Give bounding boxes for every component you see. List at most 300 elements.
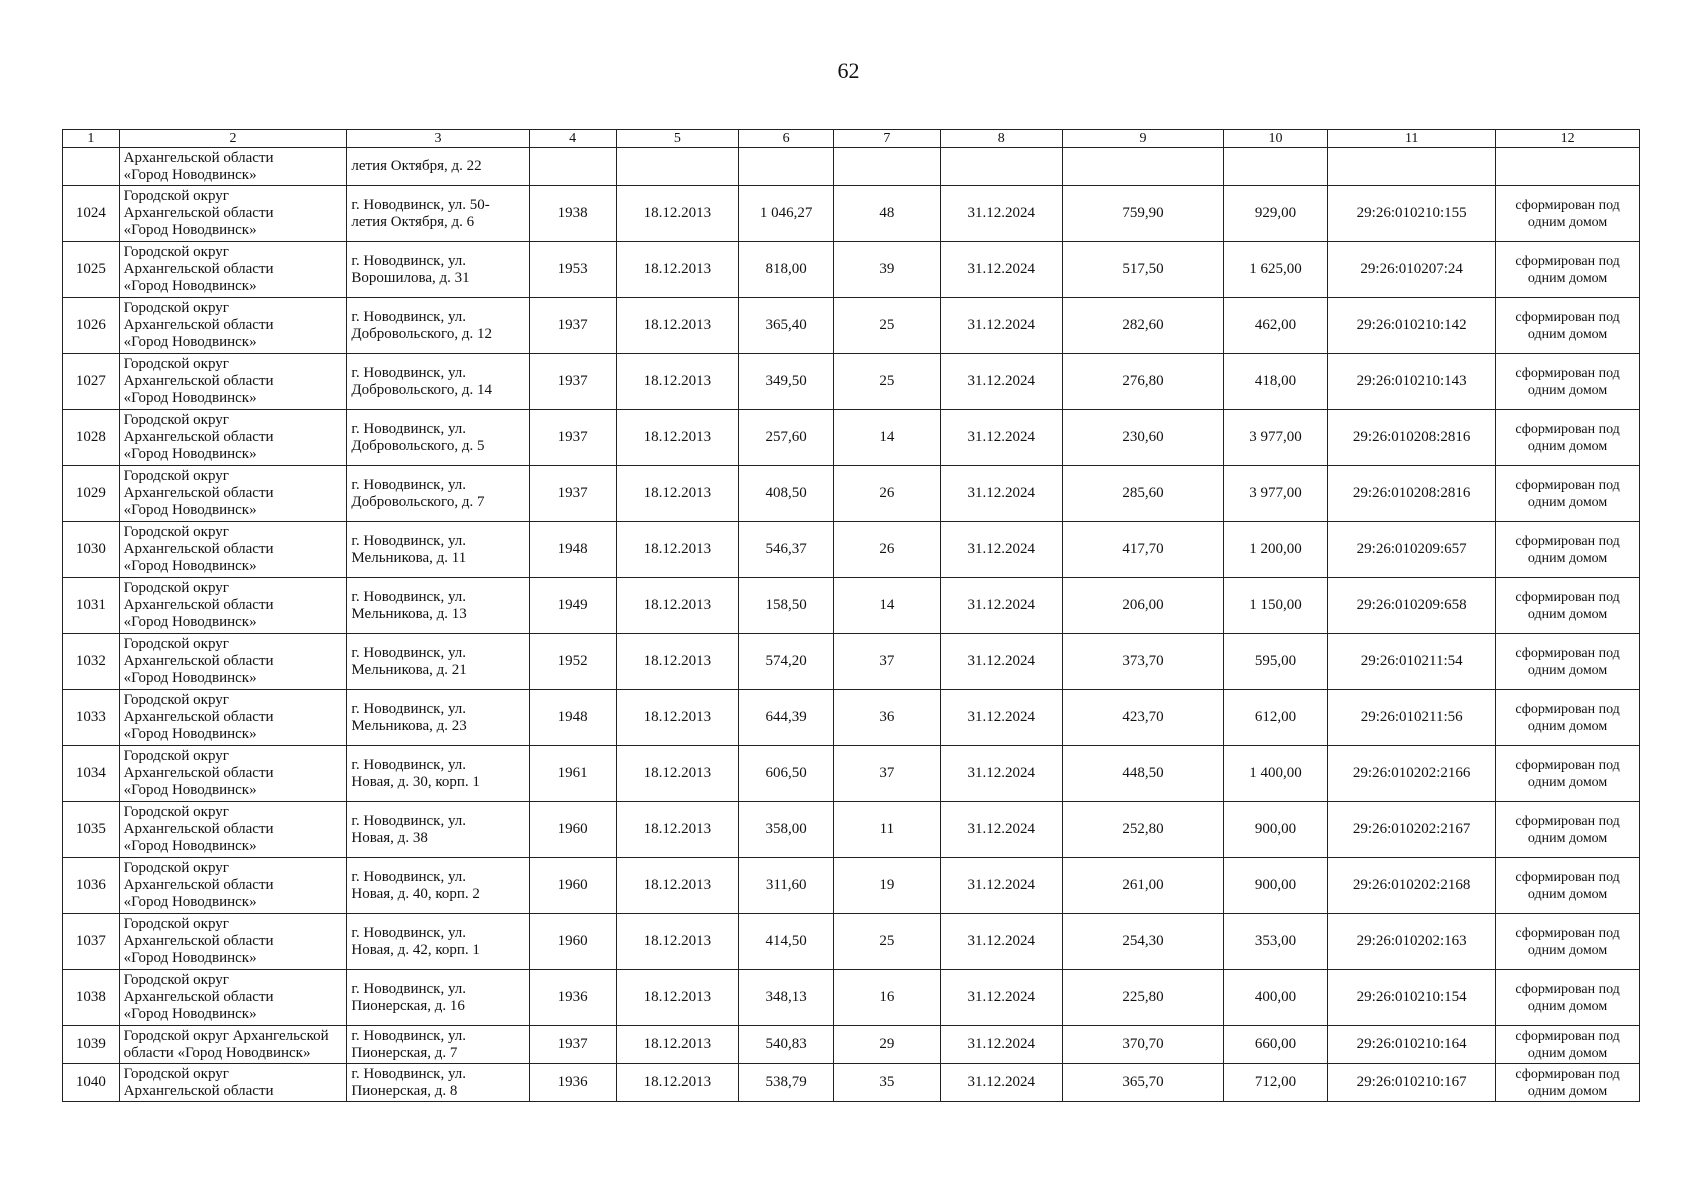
- cell-cadastre: 29:26:010202:2168: [1328, 858, 1496, 914]
- cell-num: 1033: [63, 690, 120, 746]
- note-line: одним домом: [1527, 886, 1608, 902]
- cell-count: 25: [834, 914, 940, 970]
- cell-land-area: 353,00: [1223, 914, 1327, 970]
- cell-cadastre: 29:26:010202:2167: [1328, 802, 1496, 858]
- note-line: одним домом: [1527, 438, 1608, 454]
- cell-empty: [739, 148, 834, 186]
- table-row: [63, 298, 1640, 354]
- cell-count: 14: [834, 578, 940, 634]
- address-line: Добровольского, д. 12: [351, 325, 492, 342]
- cell-cadastre: 29:26:010202:2166: [1328, 746, 1496, 802]
- owner-line: «Город Новодвинск»: [123, 446, 257, 462]
- owner-line: Архангельской области: [123, 1082, 274, 1099]
- cell-land-area: 3 977,00: [1223, 466, 1327, 522]
- cell-num: 1030: [63, 522, 120, 578]
- address-line: Новая, д. 42, корп. 1: [351, 941, 480, 958]
- cell-owner: [119, 802, 347, 858]
- address-line: Ворошилова, д. 31: [351, 269, 470, 286]
- owner-line: Городской округ: [123, 804, 229, 820]
- cell-year: 1960: [529, 802, 616, 858]
- cell-year: 1948: [529, 522, 616, 578]
- owner-line: «Город Новодвинск»: [123, 950, 257, 966]
- table-row: [63, 354, 1640, 410]
- address-line: Добровольского, д. 5: [351, 437, 485, 454]
- cell-address: [347, 242, 529, 298]
- note-line: одним домом: [1527, 662, 1608, 678]
- address-line: г. Новодвинск, ул.: [351, 364, 467, 381]
- cell-living-area: 417,70: [1062, 522, 1223, 578]
- cell-cadastre: 29:26:010210:142: [1328, 298, 1496, 354]
- cell-owner: [119, 410, 347, 466]
- cell-living-area: 261,00: [1062, 858, 1223, 914]
- cell-date: 18.12.2013: [616, 298, 738, 354]
- cell-empty: [940, 148, 1062, 186]
- owner-line: Городской округ: [123, 916, 229, 932]
- cell-count: 36: [834, 690, 940, 746]
- cell-land-area: 900,00: [1223, 858, 1327, 914]
- owner-line: Городской округ: [123, 300, 229, 316]
- cell-year: 1937: [529, 354, 616, 410]
- table-row: [63, 746, 1640, 802]
- address-line: Пионерская, д. 8: [351, 1082, 458, 1099]
- address-line: г. Новодвинск, ул.: [351, 476, 467, 493]
- cell-living-area: 370,70: [1062, 1026, 1223, 1064]
- cell-land-area: 929,00: [1223, 186, 1327, 242]
- cell-owner: [119, 242, 347, 298]
- cell-num: 1026: [63, 298, 120, 354]
- cell-date: 18.12.2013: [616, 802, 738, 858]
- cell-date: 18.12.2013: [616, 914, 738, 970]
- cell-cadastre: 29:26:010210:143: [1328, 354, 1496, 410]
- cell-area: 1 046,27: [739, 186, 834, 242]
- note-line: одним домом: [1527, 718, 1608, 734]
- cell-cadastre: 29:26:010210:155: [1328, 186, 1496, 242]
- cell-owner: [119, 298, 347, 354]
- cell-date2: 31.12.2024: [940, 298, 1062, 354]
- cell-num: 1025: [63, 242, 120, 298]
- cell-count: 37: [834, 746, 940, 802]
- table-row: [63, 578, 1640, 634]
- table-row: [63, 970, 1640, 1026]
- cell-note: [1496, 1026, 1640, 1064]
- note-line: сформирован под: [1515, 813, 1620, 829]
- note-line: одним домом: [1527, 830, 1608, 846]
- cell-count: 25: [834, 354, 940, 410]
- cell-note: [1496, 578, 1640, 634]
- cell-land-area: 400,00: [1223, 970, 1327, 1026]
- cell-num: 1036: [63, 858, 120, 914]
- cell-owner: [119, 1064, 347, 1102]
- cell-owner: [119, 186, 347, 242]
- address-line: Новая, д. 30, корп. 1: [351, 773, 480, 790]
- address-line: г. Новодвинск, ул.: [351, 308, 467, 325]
- cell-empty: [1328, 148, 1496, 186]
- cell-living-area: 373,70: [1062, 634, 1223, 690]
- column-header: 10: [1223, 130, 1327, 148]
- table-row: [63, 1064, 1640, 1102]
- owner-line: Архангельской области: [123, 597, 274, 613]
- owner-line: Архангельской области: [123, 709, 274, 725]
- table-row: [63, 914, 1640, 970]
- cell-num: 1024: [63, 186, 120, 242]
- cell-note: [1496, 970, 1640, 1026]
- owner-line: «Город Новодвинск»: [123, 222, 257, 238]
- column-header: 5: [616, 130, 738, 148]
- cell-empty: [1223, 148, 1327, 186]
- table-row: [63, 410, 1640, 466]
- note-line: сформирован под: [1515, 757, 1620, 773]
- note-line: одним домом: [1527, 550, 1608, 566]
- cell-address: [347, 466, 529, 522]
- cell-date2: 31.12.2024: [940, 466, 1062, 522]
- address-line: Добровольского, д. 14: [351, 381, 492, 398]
- owner-line: Городской округ: [123, 860, 229, 876]
- cell-land-area: 595,00: [1223, 634, 1327, 690]
- cell-area: 414,50: [739, 914, 834, 970]
- cell-living-area: 423,70: [1062, 690, 1223, 746]
- note-line: одним домом: [1527, 494, 1608, 510]
- cell-note: [1496, 858, 1640, 914]
- address-line: г. Новодвинск, ул.: [351, 644, 467, 661]
- cell-note: [1496, 522, 1640, 578]
- cell-num: 1034: [63, 746, 120, 802]
- owner-line: Архангельской области: [123, 317, 274, 333]
- cell-date2: 31.12.2024: [940, 858, 1062, 914]
- column-header: 11: [1328, 130, 1496, 148]
- cell-cadastre: 29:26:010209:657: [1328, 522, 1496, 578]
- column-header: 9: [1062, 130, 1223, 148]
- cell-living-area: 252,80: [1062, 802, 1223, 858]
- owner-line: «Город Новодвинск»: [123, 726, 257, 742]
- cell-owner: [119, 466, 347, 522]
- owner-line: Городской округ: [123, 692, 229, 708]
- address-line: Мельникова, д. 23: [351, 717, 467, 734]
- address-line: г. Новодвинск, ул.: [351, 252, 467, 269]
- cell-land-area: 3 977,00: [1223, 410, 1327, 466]
- owner-line: Городской округ: [123, 468, 229, 484]
- cell-area: 574,20: [739, 634, 834, 690]
- cell-area: 606,50: [739, 746, 834, 802]
- cell-note: [1496, 746, 1640, 802]
- cell-owner: [119, 858, 347, 914]
- cell-note: [1496, 914, 1640, 970]
- cell-area: 818,00: [739, 242, 834, 298]
- cell-count: 26: [834, 522, 940, 578]
- owner-line: Городской округ: [123, 244, 229, 260]
- housing-registry-table: [62, 129, 1640, 1102]
- cell-count: 37: [834, 634, 940, 690]
- address-line: Мельникова, д. 13: [351, 605, 467, 622]
- address-line: г. Новодвинск, ул.: [351, 588, 467, 605]
- cell-area: 257,60: [739, 410, 834, 466]
- cell-count: 26: [834, 466, 940, 522]
- cell-date2: 31.12.2024: [940, 578, 1062, 634]
- note-line: сформирован под: [1515, 1028, 1620, 1044]
- cell-owner: [119, 522, 347, 578]
- cell-year: 1936: [529, 1064, 616, 1102]
- address-line: г. Новодвинск, ул.: [351, 420, 467, 437]
- owner-line: «Город Новодвинск»: [123, 502, 257, 518]
- cell-note: [1496, 802, 1640, 858]
- cell-year: 1936: [529, 970, 616, 1026]
- column-header: 1: [63, 130, 120, 148]
- note-line: сформирован под: [1515, 925, 1620, 941]
- owner-line: Архангельской области: [123, 989, 274, 1005]
- owner-line: «Город Новодвинск»: [123, 614, 257, 630]
- note-line: сформирован под: [1515, 1066, 1620, 1082]
- cell-address: [347, 634, 529, 690]
- cell-count: 25: [834, 298, 940, 354]
- note-line: одним домом: [1527, 606, 1608, 622]
- table-row: [63, 1026, 1640, 1064]
- address-line: Новая, д. 38: [351, 829, 428, 846]
- cell-year: 1937: [529, 1026, 616, 1064]
- note-line: одним домом: [1527, 942, 1608, 958]
- cell-date2: 31.12.2024: [940, 802, 1062, 858]
- cell-address: [347, 914, 529, 970]
- address-line: г. Новодвинск, ул.: [351, 812, 467, 829]
- cell-living-area: 759,90: [1062, 186, 1223, 242]
- cell-date2: 31.12.2024: [940, 242, 1062, 298]
- cell-empty: [529, 148, 616, 186]
- cell-land-area: 1 150,00: [1223, 578, 1327, 634]
- cell-living-area: 285,60: [1062, 466, 1223, 522]
- cell-num: 1040: [63, 1064, 120, 1102]
- cell-count: 14: [834, 410, 940, 466]
- cell-address: [347, 522, 529, 578]
- address-line: г. Новодвинск, ул.: [351, 700, 467, 717]
- cell-cadastre: 29:26:010210:164: [1328, 1026, 1496, 1064]
- cell-land-area: 660,00: [1223, 1026, 1327, 1064]
- cell-num: 1038: [63, 970, 120, 1026]
- owner-line: Архангельской области: [123, 877, 274, 893]
- cell-area: 349,50: [739, 354, 834, 410]
- note-line: одним домом: [1527, 1083, 1608, 1099]
- owner-line: «Город Новодвинск»: [123, 838, 257, 854]
- note-line: одним домом: [1527, 1045, 1608, 1061]
- cell-cadastre: 29:26:010209:658: [1328, 578, 1496, 634]
- cell-num: [63, 148, 120, 186]
- address-line: Мельникова, д. 21: [351, 661, 467, 678]
- cell-count: 48: [834, 186, 940, 242]
- cell-owner: [119, 1026, 347, 1064]
- cell-num: 1032: [63, 634, 120, 690]
- address-line: летия Октября, д. 6: [351, 213, 475, 230]
- cell-count: 19: [834, 858, 940, 914]
- column-number-row: [63, 130, 1640, 148]
- note-line: одним домом: [1527, 774, 1608, 790]
- note-line: одним домом: [1527, 326, 1608, 342]
- cell-date: 18.12.2013: [616, 186, 738, 242]
- cell-cadastre: 29:26:010210:167: [1328, 1064, 1496, 1102]
- owner-line: Архангельской области: [123, 541, 274, 557]
- address-line: г. Новодвинск, ул.: [351, 1065, 467, 1082]
- table-row: [63, 186, 1640, 242]
- cell-num: 1039: [63, 1026, 120, 1064]
- address-line: г. Новодвинск, ул.: [351, 756, 467, 773]
- column-header: 3: [347, 130, 529, 148]
- cell-cadastre: 29:26:010208:2816: [1328, 466, 1496, 522]
- address-line: Новая, д. 40, корп. 2: [351, 885, 480, 902]
- cell-living-area: 276,80: [1062, 354, 1223, 410]
- address-line: Пионерская, д. 16: [351, 997, 465, 1014]
- cell-cadastre: 29:26:010211:56: [1328, 690, 1496, 746]
- cell-date: 18.12.2013: [616, 970, 738, 1026]
- cell-land-area: 612,00: [1223, 690, 1327, 746]
- cell-note: [1496, 690, 1640, 746]
- owner-line: Городской округ: [123, 356, 229, 372]
- cell-note: [1496, 1064, 1640, 1102]
- note-line: сформирован под: [1515, 309, 1620, 325]
- address-line: г. Новодвинск, ул.: [351, 1027, 467, 1044]
- cell-cadastre: 29:26:010202:163: [1328, 914, 1496, 970]
- cell-address: [347, 148, 529, 186]
- owner-line: Городской округ: [123, 524, 229, 540]
- cell-living-area: 225,80: [1062, 970, 1223, 1026]
- owner-line: «Город Новодвинск»: [123, 334, 257, 350]
- cell-count: 39: [834, 242, 940, 298]
- cell-living-area: 365,70: [1062, 1064, 1223, 1102]
- owner-line: Городской округ Архангельской: [123, 1027, 329, 1044]
- cell-num: 1037: [63, 914, 120, 970]
- cell-area: 540,83: [739, 1026, 834, 1064]
- cell-note: [1496, 634, 1640, 690]
- cell-address: [347, 690, 529, 746]
- address-line: г. Новодвинск, ул.: [351, 980, 467, 997]
- cell-area: 348,13: [739, 970, 834, 1026]
- cell-empty: [616, 148, 738, 186]
- cell-year: 1953: [529, 242, 616, 298]
- cell-owner: [119, 746, 347, 802]
- cell-owner: [119, 354, 347, 410]
- address-line: г. Новодвинск, ул.: [351, 868, 467, 885]
- cell-year: 1960: [529, 858, 616, 914]
- owner-line: Архангельской области: [123, 821, 274, 837]
- owner-line: Архангельской области: [123, 429, 274, 445]
- cell-count: 35: [834, 1064, 940, 1102]
- cell-note: [1496, 242, 1640, 298]
- owner-line: Архангельской области: [123, 485, 274, 501]
- cell-area: 365,40: [739, 298, 834, 354]
- cell-note: [1496, 410, 1640, 466]
- cell-address: [347, 802, 529, 858]
- note-line: сформирован под: [1515, 869, 1620, 885]
- cell-land-area: 1 400,00: [1223, 746, 1327, 802]
- column-header: 12: [1496, 130, 1640, 148]
- cell-date2: 31.12.2024: [940, 354, 1062, 410]
- page-number: 62: [837, 58, 860, 83]
- cell-num: 1035: [63, 802, 120, 858]
- cell-owner: [119, 148, 347, 186]
- cell-date2: 31.12.2024: [940, 522, 1062, 578]
- cell-num: 1031: [63, 578, 120, 634]
- column-header: 7: [834, 130, 940, 148]
- note-line: сформирован под: [1515, 477, 1620, 493]
- cell-count: 11: [834, 802, 940, 858]
- address-line: Пионерская, д. 7: [351, 1044, 458, 1061]
- column-header: 2: [119, 130, 347, 148]
- cell-date: 18.12.2013: [616, 746, 738, 802]
- cell-owner: [119, 914, 347, 970]
- owner-line: «Город Новодвинск»: [123, 670, 257, 686]
- owner-line: Архангельской области: [123, 149, 274, 166]
- cell-date2: 31.12.2024: [940, 914, 1062, 970]
- cell-land-area: 418,00: [1223, 354, 1327, 410]
- cell-num: 1027: [63, 354, 120, 410]
- owner-line: области «Город Новодвинск»: [123, 1044, 311, 1061]
- cell-date: 18.12.2013: [616, 1026, 738, 1064]
- cell-land-area: 1 625,00: [1223, 242, 1327, 298]
- cell-note: [1496, 186, 1640, 242]
- cell-date2: 31.12.2024: [940, 186, 1062, 242]
- address-line: г. Новодвинск, ул.: [351, 532, 467, 549]
- table-row: [63, 466, 1640, 522]
- note-line: сформирован под: [1515, 589, 1620, 605]
- table-row: [63, 802, 1640, 858]
- cell-year: 1961: [529, 746, 616, 802]
- cell-date: 18.12.2013: [616, 354, 738, 410]
- cell-address: [347, 1026, 529, 1064]
- cell-date2: 31.12.2024: [940, 410, 1062, 466]
- cell-living-area: 282,60: [1062, 298, 1223, 354]
- cell-note: [1496, 354, 1640, 410]
- owner-line: «Город Новодвинск»: [123, 166, 257, 183]
- cell-date: 18.12.2013: [616, 522, 738, 578]
- column-header: 6: [739, 130, 834, 148]
- owner-line: Городской округ: [123, 580, 229, 596]
- cell-date2: 31.12.2024: [940, 1064, 1062, 1102]
- owner-line: «Город Новодвинск»: [123, 782, 257, 798]
- cell-land-area: 900,00: [1223, 802, 1327, 858]
- cell-area: 538,79: [739, 1064, 834, 1102]
- cell-cadastre: 29:26:010207:24: [1328, 242, 1496, 298]
- owner-line: Архангельской области: [123, 261, 274, 277]
- note-line: сформирован под: [1515, 421, 1620, 437]
- cell-area: 358,00: [739, 802, 834, 858]
- address-line: г. Новодвинск, ул.: [351, 924, 467, 941]
- cell-living-area: 254,30: [1062, 914, 1223, 970]
- owner-line: «Город Новодвинск»: [123, 1006, 257, 1022]
- cell-date2: 31.12.2024: [940, 970, 1062, 1026]
- owner-line: Архангельской области: [123, 373, 274, 389]
- note-line: сформирован под: [1515, 365, 1620, 381]
- cell-date: 18.12.2013: [616, 858, 738, 914]
- cell-date: 18.12.2013: [616, 634, 738, 690]
- note-line: сформирован под: [1515, 645, 1620, 661]
- cell-owner: [119, 634, 347, 690]
- owner-line: Архангельской области: [123, 653, 274, 669]
- cell-living-area: 230,60: [1062, 410, 1223, 466]
- note-line: сформирован под: [1515, 253, 1620, 269]
- address-line: г. Новодвинск, ул. 50-: [351, 196, 490, 213]
- note-line: одним домом: [1527, 382, 1608, 398]
- owner-line: «Город Новодвинск»: [123, 558, 257, 574]
- cell-area: 311,60: [739, 858, 834, 914]
- cell-count: 16: [834, 970, 940, 1026]
- owner-line: Городской округ: [123, 972, 229, 988]
- cell-date: 18.12.2013: [616, 578, 738, 634]
- cell-date: 18.12.2013: [616, 690, 738, 746]
- cell-address: [347, 298, 529, 354]
- owner-line: «Город Новодвинск»: [123, 390, 257, 406]
- cell-living-area: 448,50: [1062, 746, 1223, 802]
- cell-year: 1937: [529, 298, 616, 354]
- note-line: сформирован под: [1515, 197, 1620, 213]
- cell-living-area: 517,50: [1062, 242, 1223, 298]
- note-line: одним домом: [1527, 270, 1608, 286]
- cell-owner: [119, 578, 347, 634]
- table-row: [63, 522, 1640, 578]
